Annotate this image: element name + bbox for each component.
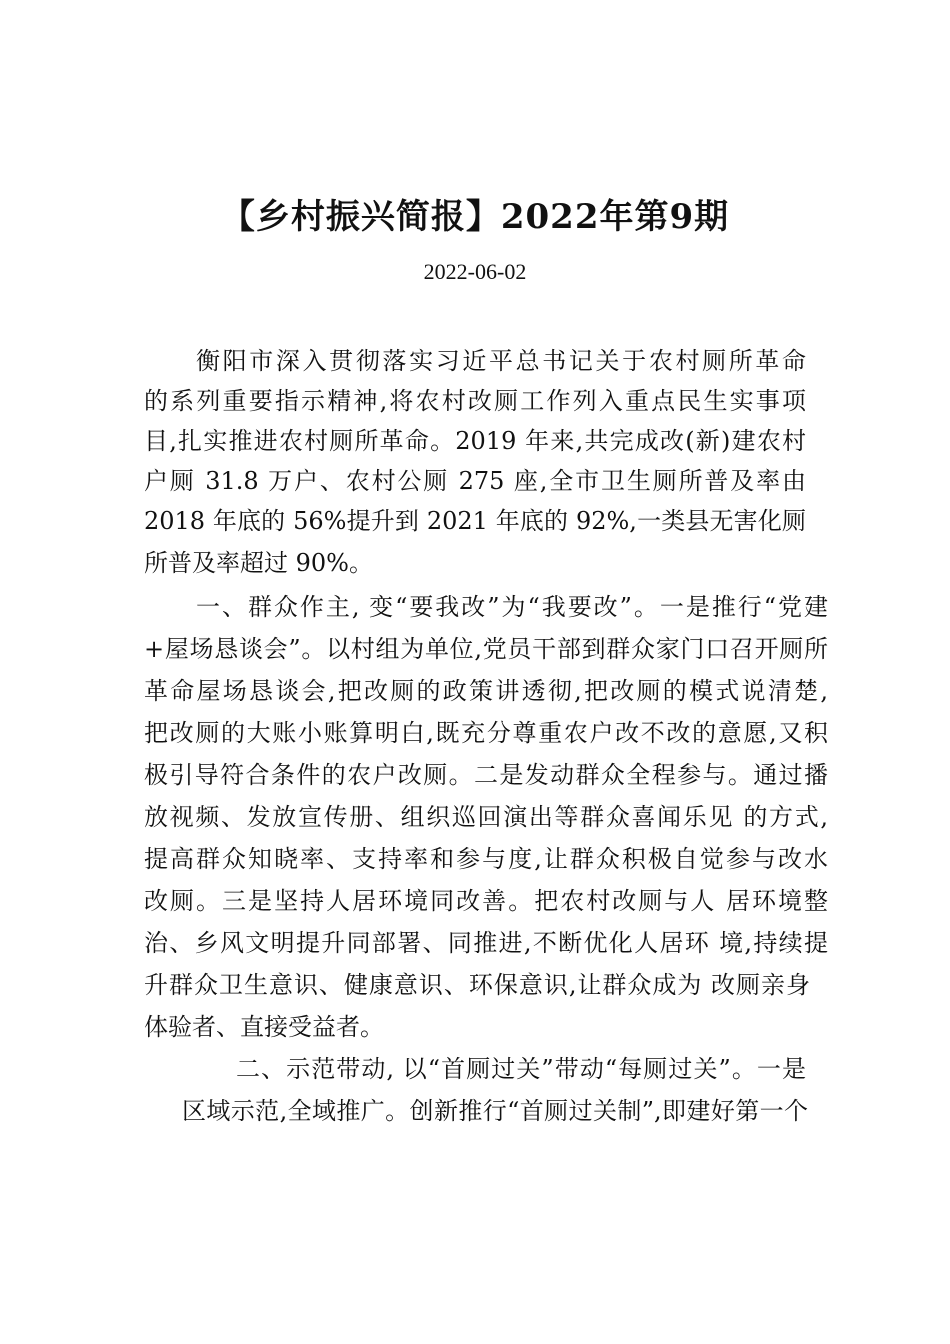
paragraph-line: 2018 年底的 56%提升到 2021 年底的 92%,一类县无害化厕 [144, 507, 806, 535]
paragraph-line: 二、示范带动, 以“首厕过关”带动“每厕过关”。一是 [236, 1055, 806, 1083]
publish-date: 2022-06-02 [423, 259, 527, 284]
paragraph-line: +屋场恳谈会”。以村组为单位,党员干部到群众家门口召开厕所 [144, 635, 828, 663]
paragraph-line: 提高群众知晓率、支持率和参与度,让群众积极自觉参与改水 [144, 845, 828, 873]
paragraph-line: 升群众卫生意识、健康意识、环保意识,让群众成为 改厕亲身 [144, 971, 810, 999]
paragraph-line: 户厕 31.8 万户、农村公厕 275 座,全市卫生厕所普及率由 [144, 467, 806, 495]
paragraph-line: 一、群众作主, 变“要我改”为“我要改”。一是推行“党建 [196, 593, 828, 621]
paragraph-line: 治、乡风文明提升同部署、同推进,不断优化人居环 境,持续提 [144, 929, 828, 957]
paragraph-line: 区域示范,全域推广。创新推行“首厕过关制”,即建好第一个 [182, 1097, 808, 1125]
paragraph-line: 目,扎实推进农村厕所革命。2019 年来,共完成改(新)建农村 [144, 427, 806, 455]
paragraph-line: 革命屋场恳谈会,把改厕的政策讲透彻,把改厕的模式说清楚, [144, 677, 828, 705]
paragraph-line: 把改厕的大账小账算明白,既充分尊重农户改不改的意愿,又积 [144, 719, 828, 747]
paragraph-line: 的系列重要指示精神,将农村改厕工作列入重点民生实事项 [144, 387, 806, 415]
page-title: 【乡村振兴简报】2022年第9期 [220, 197, 730, 237]
paragraph-line: 所普及率超过 90%。 [144, 549, 373, 577]
paragraph-line: 改厕。三是坚持人居环境同改善。把农村改厕与人 居环境整 [144, 887, 828, 915]
paragraph-line: 体验者、直接受益者。 [144, 1013, 384, 1041]
paragraph-line: 极引导符合条件的农户改厕。二是发动群众全程参与。通过播 [144, 761, 828, 789]
paragraph-line: 放视频、发放宣传册、组织巡回演出等群众喜闻乐见 的方式, [144, 803, 828, 831]
paragraph-line: 衡阳市深入贯彻落实习近平总书记关于农村厕所革命 [196, 347, 806, 375]
